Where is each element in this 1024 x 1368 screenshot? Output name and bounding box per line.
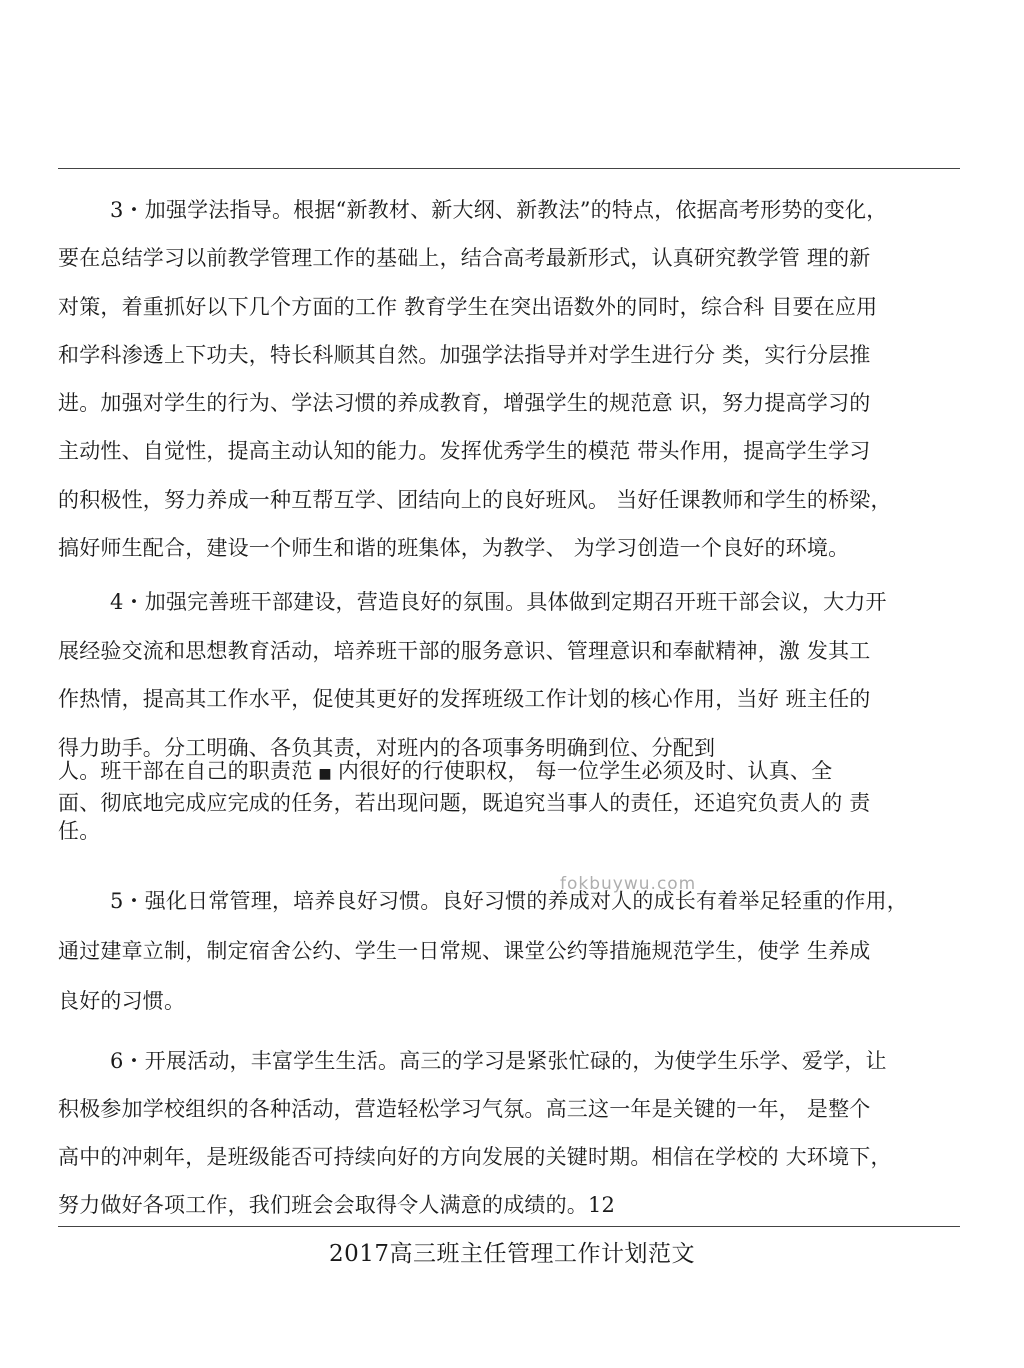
text-line: 进。加强对学生的行为、学法习惯的养成教育，增强学生的规范意 识，努力提高学习的	[58, 391, 871, 416]
text-line: 要在总结学习以前教学管理工作的基础上，结合高考最新形式，认真研究教学管 理的新	[58, 246, 871, 271]
text-line: 对策，着重抓好以下几个方面的工作 教育学生在突出语数外的同时，综合科 目要在应用	[58, 294, 878, 319]
text-line: 努力做好各项工作，我们班会会取得令人满意的成绩的。12	[58, 1193, 616, 1217]
text-line: 作热情，提高其工作水平，促使其更好的发挥班级工作计划的核心作用，当好 班主任的	[58, 687, 871, 712]
text-line: 3・加强学法指导。根据“新教材、新大纲、新教法”的特点，依据高考形势的变化，	[110, 198, 888, 222]
text-line: 积极参加学校组织的各种活动，营造轻松学习气氛。高三这一年是关键的一年， 是整个	[58, 1097, 871, 1121]
paragraph-class-cadre-continued	[58, 757, 968, 846]
footer-divider	[58, 1226, 960, 1227]
header-divider	[58, 168, 960, 169]
text-segment: 人。班干部在自己的职责范	[58, 759, 313, 783]
paragraph-activities	[58, 1037, 968, 1229]
text-line	[58, 757, 968, 789]
text-line: 主动性、自觉性，提高主动认知的能力。发挥优秀学生的模范 带头作用，提高学生学习	[58, 439, 871, 464]
text-line: 良好的习惯。	[58, 989, 186, 1013]
paragraph-daily-management	[58, 876, 968, 1026]
text-line: 面、彻底地完成应完成的任务，若出现问题，既追究当事人的责任，还追究负责人的 责	[58, 790, 871, 815]
text-line: 通过建章立制，制定宿舍公约、学生一日常规、课堂公约等措施规范学生，使学 生养成	[58, 939, 871, 963]
text-segment: 内很好的行使职权， 每一位学生必须及时、认真、全	[337, 759, 833, 783]
text-line: 6・开展活动，丰富学生生活。高三的学习是紧张忙碌的，为使学生乐学、爱学，让	[110, 1049, 887, 1073]
text-line: 任。	[58, 819, 101, 843]
text-line: 4・加强完善班干部建设，营造良好的氛围。具体做到定期召开班干部会议，大力开	[110, 590, 887, 614]
paragraph-class-cadre	[58, 578, 968, 773]
text-line: 得力助手。分工明确、各负其责，对班内的各项事务明确到位、分配到	[58, 736, 716, 761]
text-line: 的积极性，努力养成一种互帮互学、团结向上的良好班风。 当好任课教师和学生的桥梁，	[58, 487, 892, 512]
text-line: 展经验交流和思想教育活动，培养班干部的服务意识、管理意识和奉献精神，激 发其工	[58, 638, 871, 663]
text-line: 和学科渗透上下功夫，特长科顺其自然。加强学法指导并对学生进行分 类，实行分层推	[58, 342, 871, 367]
scan-artifact-glyph: ■	[318, 766, 332, 782]
paragraph-study-method	[58, 186, 968, 572]
watermark: fokbuywu.com	[560, 874, 697, 894]
footer-title: 2017高三班主任管理工作计划范文	[328, 1241, 696, 1267]
text-line: 搞好师生配合，建设一个师生和谐的班集体，为教学、 为学习创造一个良好的环境。	[58, 536, 850, 561]
text-line: 5・强化日常管理，培养良好习惯。良好习惯的养成对人的成长有着举足轻重的作用，	[110, 889, 908, 913]
text-line: 高中的冲刺年，是班级能否可持续向好的方向发展的关键时期。相信在学校的 大环境下，	[58, 1145, 892, 1169]
